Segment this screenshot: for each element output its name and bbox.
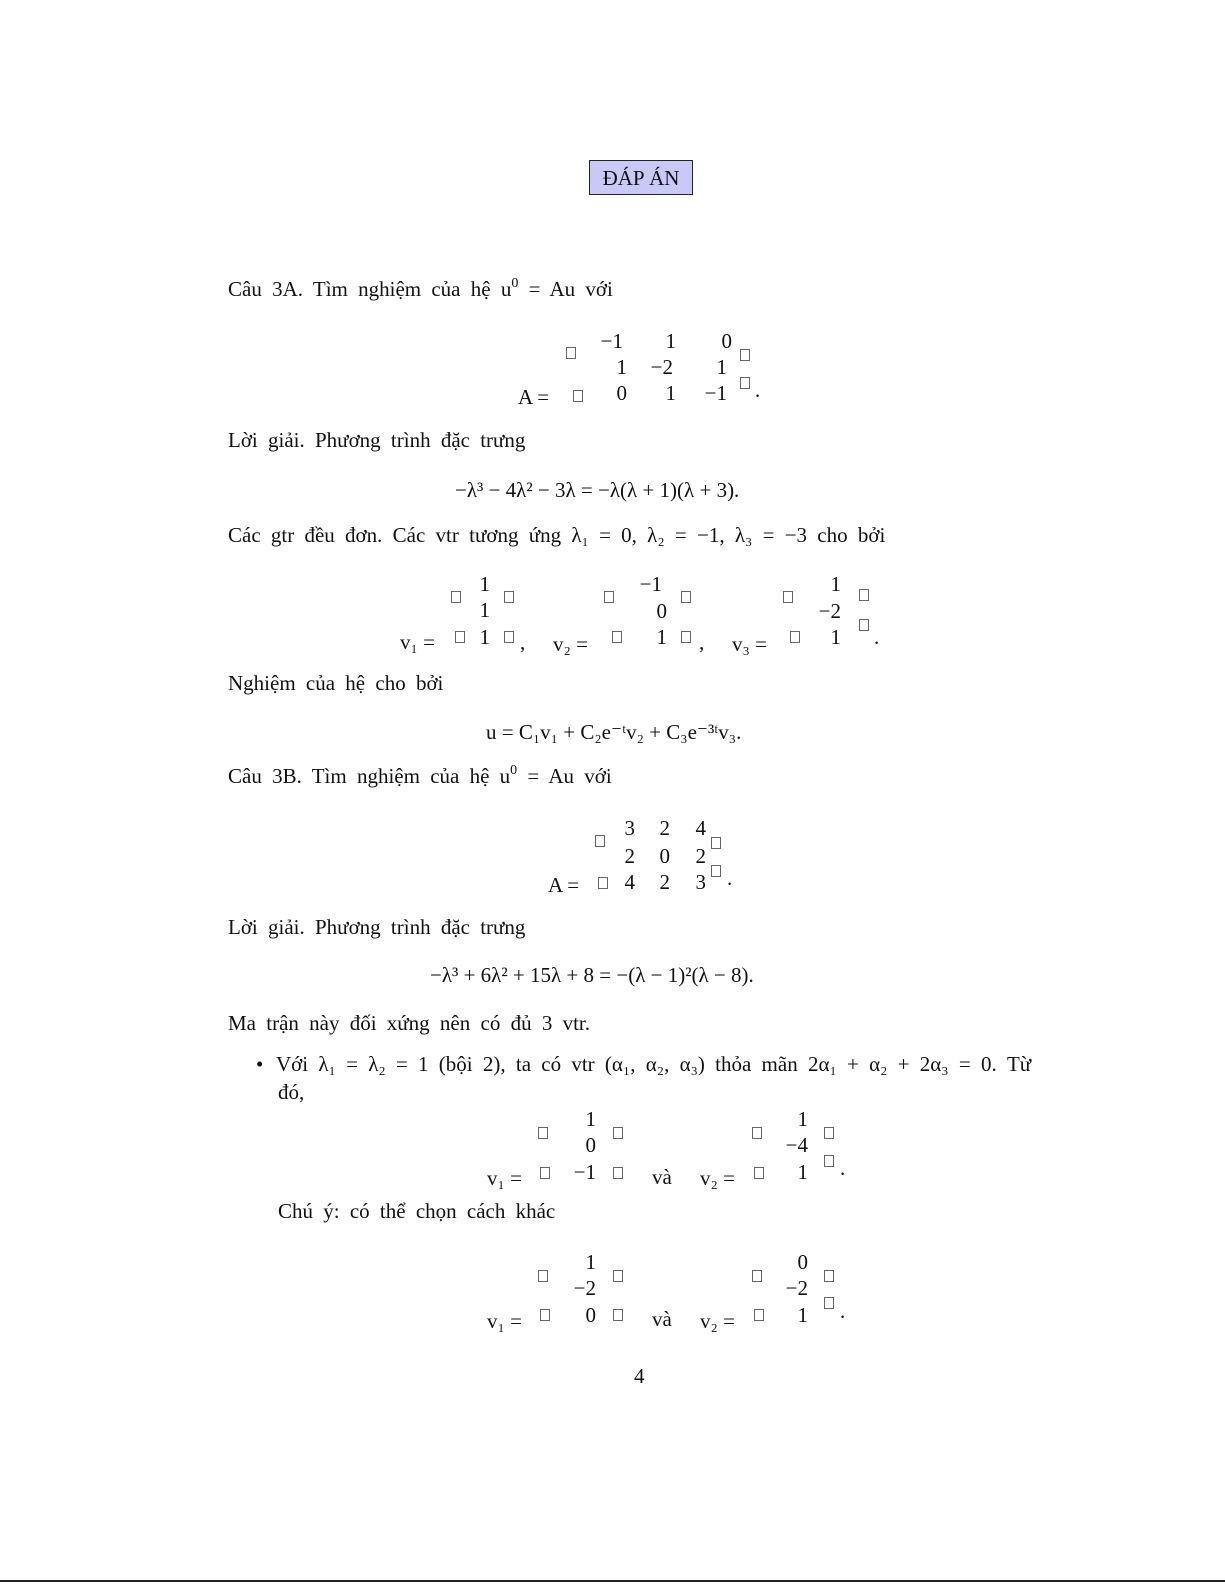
vector-entry: 0 [656,599,667,623]
bracket-glyph [681,631,691,643]
q3b-bullet-line2: đó, [278,1080,305,1104]
bracket-glyph [538,1270,548,1282]
q3b-characteristic-equation: −λ³ + 6λ² + 15λ + 8 = −(λ − 1)²(λ − 8). [430,963,754,987]
bracket-glyph [859,619,869,631]
matrix-cell: −1 [704,381,727,405]
bracket-glyph [740,349,750,361]
page-number: 4 [634,1364,645,1388]
vector-entry: −2 [818,599,841,623]
vector-entry: 1 [479,598,490,622]
separator: , [520,630,526,654]
bracket-glyph [859,589,869,601]
matrix-cell: 2 [695,844,706,868]
vector-label: v₁ = [487,1166,522,1190]
bracket-glyph [504,591,514,603]
vector-entry: −2 [785,1276,808,1300]
bracket-glyph [681,591,691,603]
vector-entry: 1 [585,1250,596,1274]
matrix-cell: 1 [716,355,727,379]
vector-entry: 1 [797,1303,808,1327]
bracket-glyph [604,591,614,603]
bracket-glyph [612,631,622,643]
q3a-general-solution: u = C₁v₁ + C₂e⁻ᵗv₂ + C₃e⁻³ᵗv₃. [486,720,742,744]
vector-entry: 1 [479,572,490,596]
vector-entry: −4 [785,1133,808,1157]
page-title: ĐÁP ÁN [589,160,693,195]
q3b-matrix-label: A = [548,873,580,897]
q3a-prompt-sup: 0 [511,276,519,291]
q3a-general-intro: Nghiệm của hệ cho bởi [228,671,444,695]
bracket-glyph [824,1127,834,1139]
bracket-glyph [504,631,514,643]
vector-entry: 0 [585,1133,596,1157]
q3a-matrix-label: A = [518,385,550,409]
bracket-glyph [824,1297,834,1309]
vector-entry: 1 [656,625,667,649]
vector-entry: 1 [797,1160,808,1184]
q3a-prompt-pre: Câu 3A. Tìm nghiệm của hệ u [228,277,512,301]
bracket-glyph [613,1270,623,1282]
vector-entry: 1 [797,1107,808,1131]
bracket-glyph [790,631,800,643]
matrix-cell: 2 [659,870,670,894]
q3b-symmetric-text: Ma trận này đối xứng nên có đủ 3 vtr. [228,1011,590,1035]
bracket-glyph [824,1155,834,1167]
bracket-glyph [613,1167,623,1179]
vector-label: v₂ = [553,632,588,656]
q3a-eigen-text: Các gtr đều đơn. Các vtr tương ứng λ₁ = 0, λ₂ = −1, λ₃ = −3 cho bởi [228,523,886,547]
bracket-glyph [711,865,721,877]
matrix-cell: 3 [624,816,635,840]
matrix-cell: 3 [695,870,706,894]
matrix-cell: 4 [695,816,706,840]
vector-entry: 1 [479,625,490,649]
matrix-cell: 1 [665,329,676,353]
vector-entry: 1 [585,1107,596,1131]
bullet-marker: • [256,1052,264,1076]
vector-entry: 1 [830,572,841,596]
matrix-cell: −1 [600,329,623,353]
vector-label: v₂ = [700,1309,735,1333]
matrix-cell: 1 [665,381,676,405]
bracket-glyph [573,390,583,402]
bracket-glyph [540,1309,550,1321]
vector-label: v₁ = [487,1309,522,1333]
q3b-prompt-pre: Câu 3B. Tìm nghiệm của hệ u [228,764,511,788]
question-3b [228,764,612,789]
matrix-cell: −2 [650,355,673,379]
q3b-prompt-sup: 0 [510,763,518,778]
matrix-cell: 0 [659,844,670,868]
bracket-glyph [613,1127,623,1139]
bracket-glyph [824,1270,834,1282]
vector-entry: 0 [797,1250,808,1274]
vector-label: v₃ = [732,632,767,656]
question-3a [228,277,613,302]
bracket-glyph [752,1270,762,1282]
q3b-prompt-post: = Au với [517,764,612,788]
vector-entry: 1 [830,625,841,649]
vector-entry: 0 [585,1303,596,1327]
bracket-glyph [711,837,721,849]
separator: , [699,630,705,654]
q3b-solution-intro: Lời giải. Phương trình đặc trưng [228,915,526,939]
bracket-glyph [783,591,793,603]
bracket-glyph [566,347,576,359]
vector-label: v₂ = [700,1166,735,1190]
q3b-bullet-line1: Với λ₁ = λ₂ = 1 (bội 2), ta có vtr (α₁, α₂, α₃) thỏa mãn 2α₁ + α₂ + 2α₃ = 0. Từ [276,1052,1032,1076]
bracket-glyph [538,1127,548,1139]
bracket-glyph [752,1127,762,1139]
bracket-glyph [740,377,750,389]
separator: . [874,625,880,649]
matrix-cell: 1 [616,355,627,379]
conjunction: và [652,1165,672,1189]
vector-entry: −1 [573,1160,596,1184]
vector-label: v₁ = [400,630,435,654]
matrix-cell: 2 [624,844,635,868]
bracket-glyph [754,1167,764,1179]
bracket-glyph [754,1309,764,1321]
conjunction: và [652,1307,672,1331]
vector-entry: −1 [639,572,662,596]
matrix-cell: 0 [721,329,732,353]
bottom-rule [0,1580,1225,1582]
matrix-cell: 0 [616,381,627,405]
matrix-cell: 4 [624,870,635,894]
q3b-note: Chú ý: có thể chọn cách khác [278,1199,556,1223]
bracket-glyph [613,1309,623,1321]
q3a-characteristic-equation: −λ³ − 4λ² − 3λ = −λ(λ + 1)(λ + 3). [455,478,740,502]
q3a-solution-intro: Lời giải. Phương trình đặc trưng [228,428,526,452]
q3a-prompt-post: = Au với [518,277,613,301]
matrix-cell: 2 [659,816,670,840]
bracket-glyph [540,1167,550,1179]
vector-entry: −2 [573,1276,596,1300]
